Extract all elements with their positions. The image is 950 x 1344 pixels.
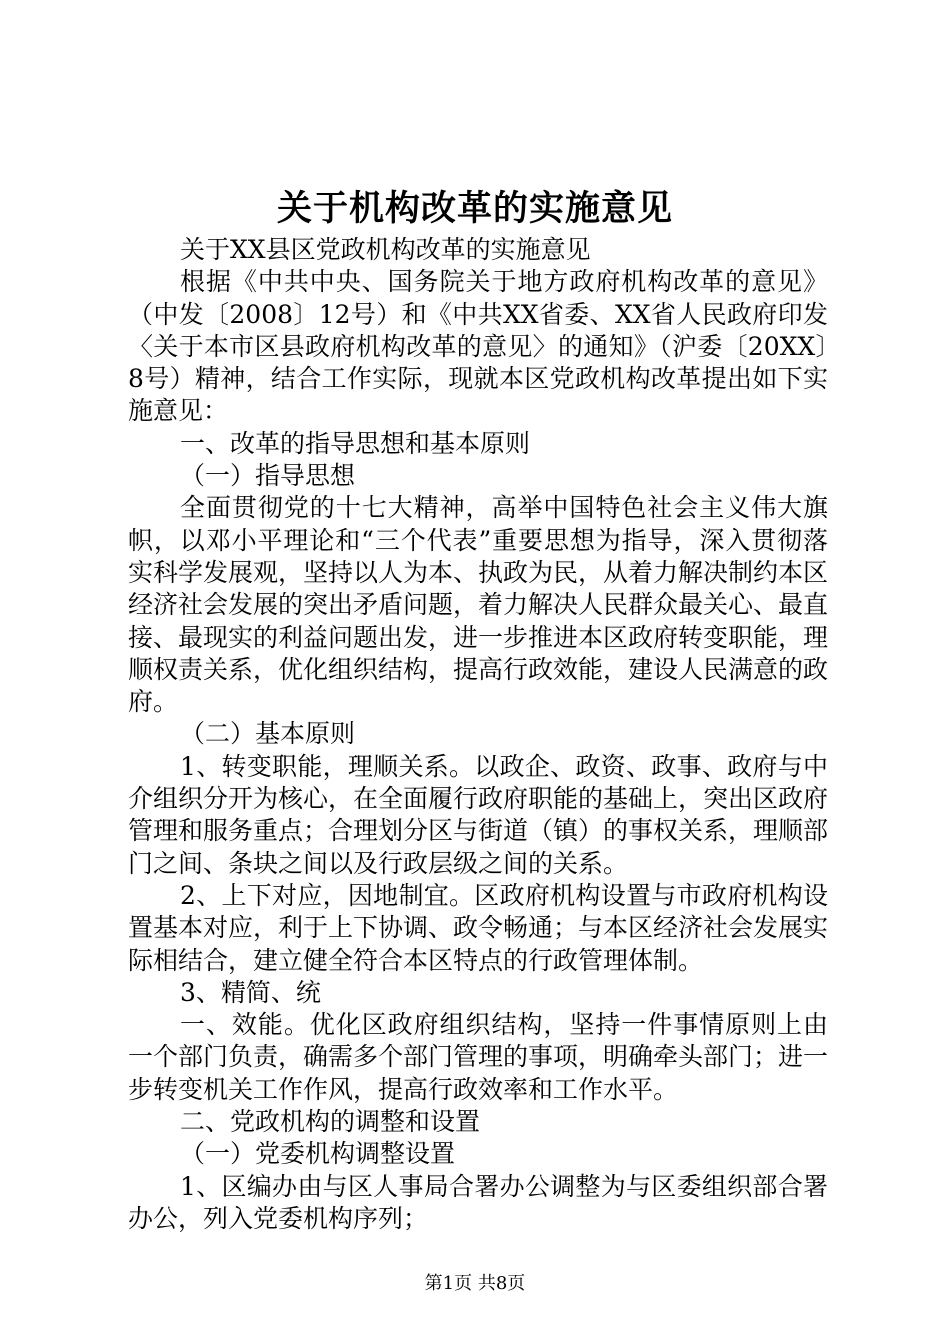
- document-title: 关于机构改革的实施意见: [276, 188, 673, 229]
- paragraph-subtitle: 关于XX县区党政机构改革的实施意见: [180, 235, 591, 264]
- paragraph-item-1: 1、区编办由与区人事局合署办公调整为与区委组织部合署办公，列入党委机构序列；: [128, 1171, 828, 1233]
- heading-section-2: 二、党政机构的调整和设置: [180, 1107, 481, 1137]
- paragraph-principle-1: 1、转变职能，理顺关系。以政企、政资、政事、政府与中介组织分开为核心，在全面履行政府职能的基础上，突出区政府管理和服务重点；合理划分区与街道（镇）的事权关系，理顺部门之间、条块之间以及行政层级之间的关系。: [128, 751, 829, 878]
- paragraph-principle-3: 3、精简、统: [180, 977, 321, 1007]
- paragraph-guiding-ideology: 全面贯彻党的十七大精神，高举中国特色社会主义伟大旗帜，以邓小平理论和“三个代表”重要思想为指导，深入贯彻落实科学发展观，坚持以人为本、执政为民，从着力解决制约本区经济社会发展的突出矛盾问题，着力解决人民群众最关心、最直接、最现实的利益问题出发，进一步推进本区政府转变职能，理顺权责关系，优化组织结构，提高行政效能，建设人民满意的政府。: [128, 493, 829, 717]
- heading-guiding-ideology: （一）指导思想: [180, 461, 356, 491]
- paragraph-efficiency: 一、效能。优化区政府组织结构，坚持一件事情原则上由一个部门负责，确需多个部门管理的事项，明确牵头部门；进一步转变机关工作作风，提高行政效率和工作水平。: [128, 1010, 829, 1104]
- document-body: [128, 234, 828, 1235]
- page-footer: 第1页 共8页: [424, 1273, 526, 1294]
- heading-basic-principles: （二）基本原则: [180, 719, 356, 749]
- paragraph-principle-2: 2、上下对应，因地制宜。区政府机构设置与市政府机构设置基本对应，利于上下协调、政令畅通；与本区经济社会发展实际相结合，建立健全符合本区特点的行政管理体制。: [128, 880, 829, 975]
- heading-section-1: 一、改革的指导思想和基本原则: [180, 428, 531, 458]
- paragraph-intro: 根据《中共中央、国务院关于地方政府机构改革的意见》（中发〔2008〕12号）和《中共XX省委、XX省人民政府印发〈关于本市区县政府机构改革的意见〉的通知》（沪委〔20XX〕8号）精神，结合工作实际，现就本区党政机构改革提出如下实施意见：: [128, 267, 828, 426]
- heading-party-institutions: （一）党委机构调整设置: [180, 1139, 456, 1169]
